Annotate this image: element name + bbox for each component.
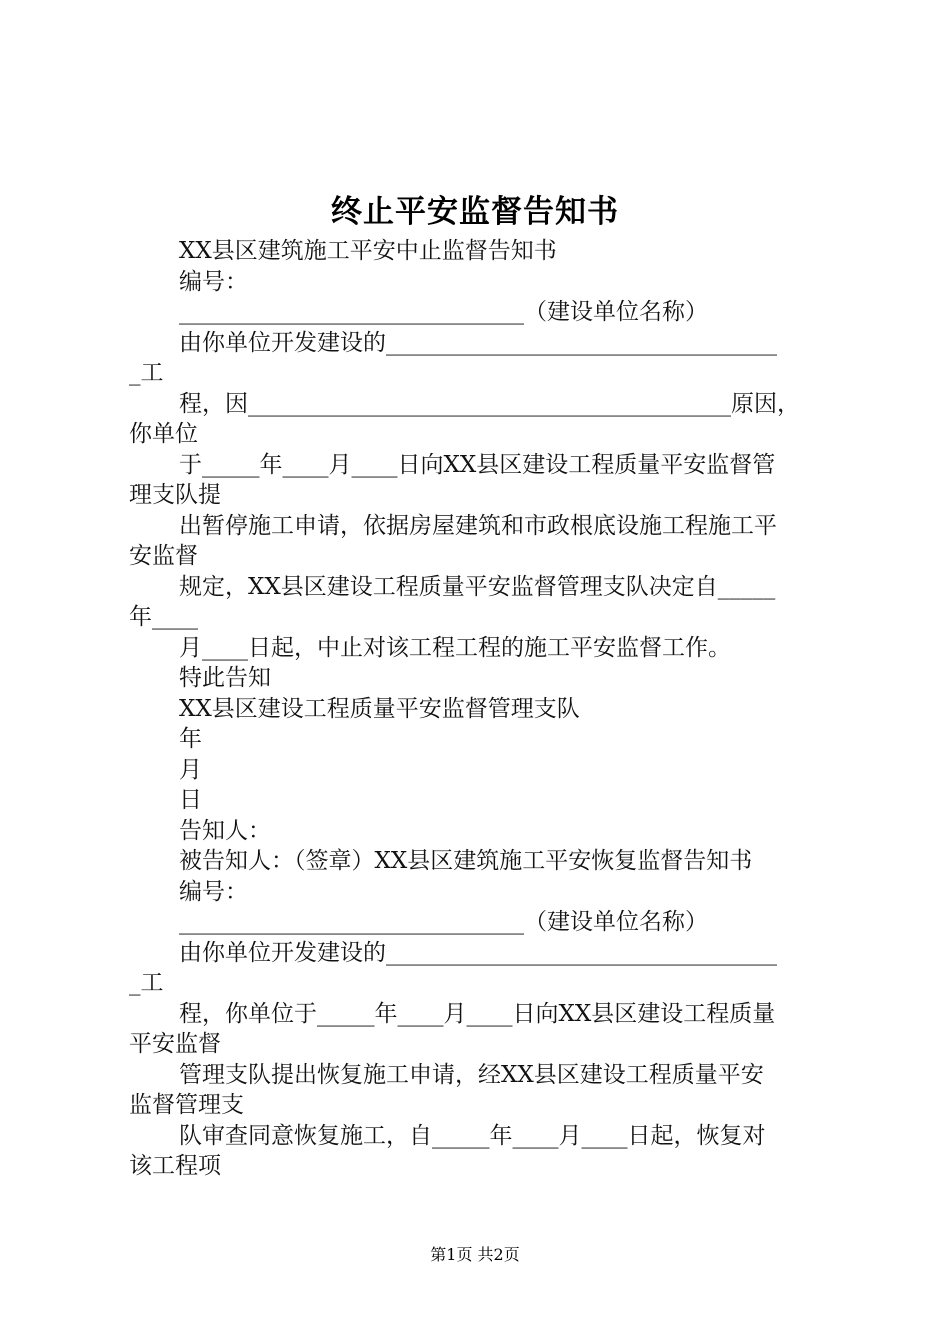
text-line: 由你单位开发建设的__________________________________ bbox=[179, 939, 777, 966]
text-line: XX县区建筑施工平安中止监督告知书 bbox=[179, 238, 557, 264]
text-line: 程，因__________________________________________原因， bbox=[179, 390, 800, 417]
text-line: 编号： bbox=[179, 878, 248, 905]
document-title: 终止平安监督告知书 bbox=[331, 194, 619, 230]
text-line: 编号： bbox=[179, 268, 248, 295]
text-line: 月____日起，中止对该工程工程的施工平安监督工作。 bbox=[179, 634, 731, 661]
text-line: 月 bbox=[179, 756, 202, 783]
document-body bbox=[129, 236, 839, 1182]
text-line: 你单位 bbox=[129, 421, 198, 447]
text-line: 告知人： bbox=[179, 817, 271, 844]
text-line: 理支队提 bbox=[129, 482, 221, 508]
text-line: 规定，XX县区建设工程质量平安监督管理支队决定自_____ bbox=[179, 573, 776, 600]
text-line: 被告知人：（签章）XX县区建筑施工平安恢复监督告知书 bbox=[179, 848, 753, 874]
text-line: _工 bbox=[129, 360, 164, 386]
text-line: 平安监督 bbox=[129, 1031, 221, 1057]
text-line: 由你单位开发建设的__________________________________ bbox=[179, 329, 777, 356]
page-footer: 第1页 共2页 bbox=[430, 1245, 520, 1264]
text-line: 程，你单位于_____年____月____日向XX县区建设工程质量 bbox=[179, 1000, 776, 1027]
text-line: 于_____年____月____日向XX县区建设工程质量平安监督管 bbox=[179, 451, 776, 478]
text-line: 日 bbox=[179, 787, 202, 813]
text-line: 年____ bbox=[129, 604, 198, 630]
text-line: 安监督 bbox=[129, 543, 198, 569]
text-line: 队审查同意恢复施工，自_____年____月____日起，恢复对 bbox=[179, 1122, 766, 1149]
text-line: 年 bbox=[179, 726, 202, 752]
text-line: 该工程项 bbox=[129, 1153, 221, 1179]
text-line: 管理支队提出恢复施工申请，经XX县区建设工程质量平安 bbox=[179, 1061, 764, 1088]
text-line: XX县区建设工程质量平安监督管理支队 bbox=[179, 695, 580, 722]
text-line: ______________________________（建设单位名称） bbox=[179, 299, 708, 325]
text-line: 出暂停施工申请，依据房屋建筑和市政根底设施工程施工平 bbox=[179, 512, 777, 539]
text-line: ______________________________（建设单位名称） bbox=[179, 909, 708, 935]
text-line: _工 bbox=[129, 970, 164, 996]
text-line: 监督管理支 bbox=[129, 1092, 244, 1118]
text-line: 特此告知 bbox=[179, 665, 271, 691]
